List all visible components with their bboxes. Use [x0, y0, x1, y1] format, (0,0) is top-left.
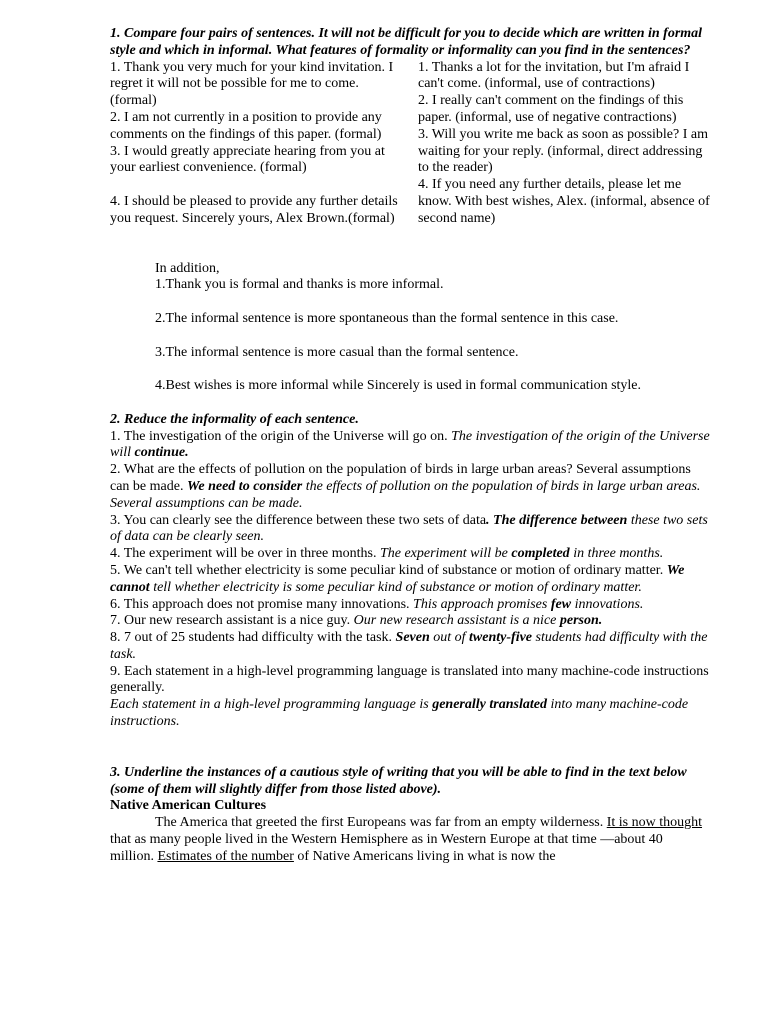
formal-sentence-2: 2. I am not currently in a position to provide any comments on the findings of this paper. (formal): [110, 109, 382, 142]
formal-column: [110, 60, 406, 228]
addition-item-1: 1.Thank you is formal and thanks is more informal.: [155, 277, 444, 293]
native-american-paragraph: The America that greeted the first Europeans was far from an empty wilderness. It is now thought that as many people lived in the Western Hemisphere as in Western Europe at that time —about 40 million. Estimates of the number of Native Americans living in what is now the: [110, 815, 703, 864]
answer-item-1: 1. The investigation of the origin of the Universe will go on. The investigation of the origin of the Universe will continue.: [110, 428, 710, 461]
informal-column: [418, 60, 710, 228]
addition-notes: [155, 261, 715, 395]
question-2: [110, 412, 710, 731]
informal-sentence-4: 4. If you need any further details, please let me know. With best wishes, Alex. (informal, absence of second name): [417, 177, 710, 226]
addition-item-2: 2.The informal sentence is more spontaneous than the formal sentence in this case.: [155, 310, 619, 326]
answer-item-7: 7. Our new research assistant is a nice guy. Our new research assistant is a nice person.: [110, 613, 603, 629]
underlined-phrase: Estimates of the number: [157, 848, 294, 864]
question-3: [110, 765, 710, 866]
informal-sentence-2: 2. I really can't comment on the findings of this paper. (informal, use of negative contractions): [417, 93, 684, 125]
answer-item-9: 9. Each statement in a high-level programming language is translated into many machine-code instructions generally.: [110, 663, 709, 696]
answer-item-2: 2. What are the effects of pollution on the population of birds in large urban areas? Several assumptions can be made. We need to consider the effects of pollution on the population of birds in large urban areas. Several assumptions can be made.: [110, 462, 701, 511]
formal-sentence-3: 3. I would greatly appreciate hearing from you at your earliest convenience. (formal): [110, 143, 385, 176]
answer-item-3: 3. You can clearly see the difference between these two sets of data. The difference between these two sets of data can be clearly seen.: [110, 512, 708, 545]
answer-item-9-rewrite: Each statement in a high-level programming language is generally translated into many machine-code instructions.: [110, 697, 689, 730]
informal-sentence-1: 1. Thanks a lot for the invitation, but I'm afraid I can't come. (informal, use of contractions): [417, 59, 690, 92]
question-2-title: 2. Reduce the informality of each sentence.: [110, 411, 359, 427]
answer-item-5: 5. We can't tell whether electricity is some peculiar kind of substance or motion of ordinary matter. We cannot tell whether electricity is some peculiar kind of substance or motion of ordinary matter.: [110, 562, 685, 595]
answer-item-8: 8. 7 out of 25 students had difficulty with the task. Seven out of twenty-five students had difficulty with the task.: [110, 630, 708, 662]
spacer: [110, 177, 406, 194]
document-page: [110, 26, 710, 866]
informal-sentence-3: 3. Will you write me back as soon as possible? I am waiting for your reply. (informal, direct addressing to the reader): [417, 126, 708, 176]
formal-sentence-1: 1. Thank you very much for your kind invitation. I regret it will not be possible for me to come. (formal): [110, 59, 394, 109]
formal-sentence-4: 4. I should be pleased to provide any further details you request. Sincerely yours, Alex Brown.(formal): [110, 193, 398, 226]
question-3-title: 3. Underline the instances of a cautious style of writing that you will be able to find in the text below (some of them will slightly differ from those listed above).: [110, 764, 687, 797]
addition-intro: In addition,: [155, 260, 220, 276]
section-heading: Native American Cultures: [110, 798, 267, 814]
answer-item-6: 6. This approach does not promise many innovations. This approach promises few innovations.: [110, 596, 644, 612]
addition-item-4: 4.Best wishes is more informal while Sincerely is used in formal communication style.: [155, 378, 642, 394]
underlined-phrase: It is now thought: [606, 815, 703, 831]
sentence-pairs: [110, 60, 710, 228]
answer-item-4: 4. The experiment will be over in three months. The experiment will be completed in three months.: [110, 546, 664, 562]
question-1-title: 1. Compare four pairs of sentences. It will not be difficult for you to decide which are written in formal style and which in informal. What features of formality or informality can you find in the sentences?: [110, 26, 703, 58]
addition-item-3: 3.The informal sentence is more casual than the formal sentence.: [155, 344, 519, 360]
